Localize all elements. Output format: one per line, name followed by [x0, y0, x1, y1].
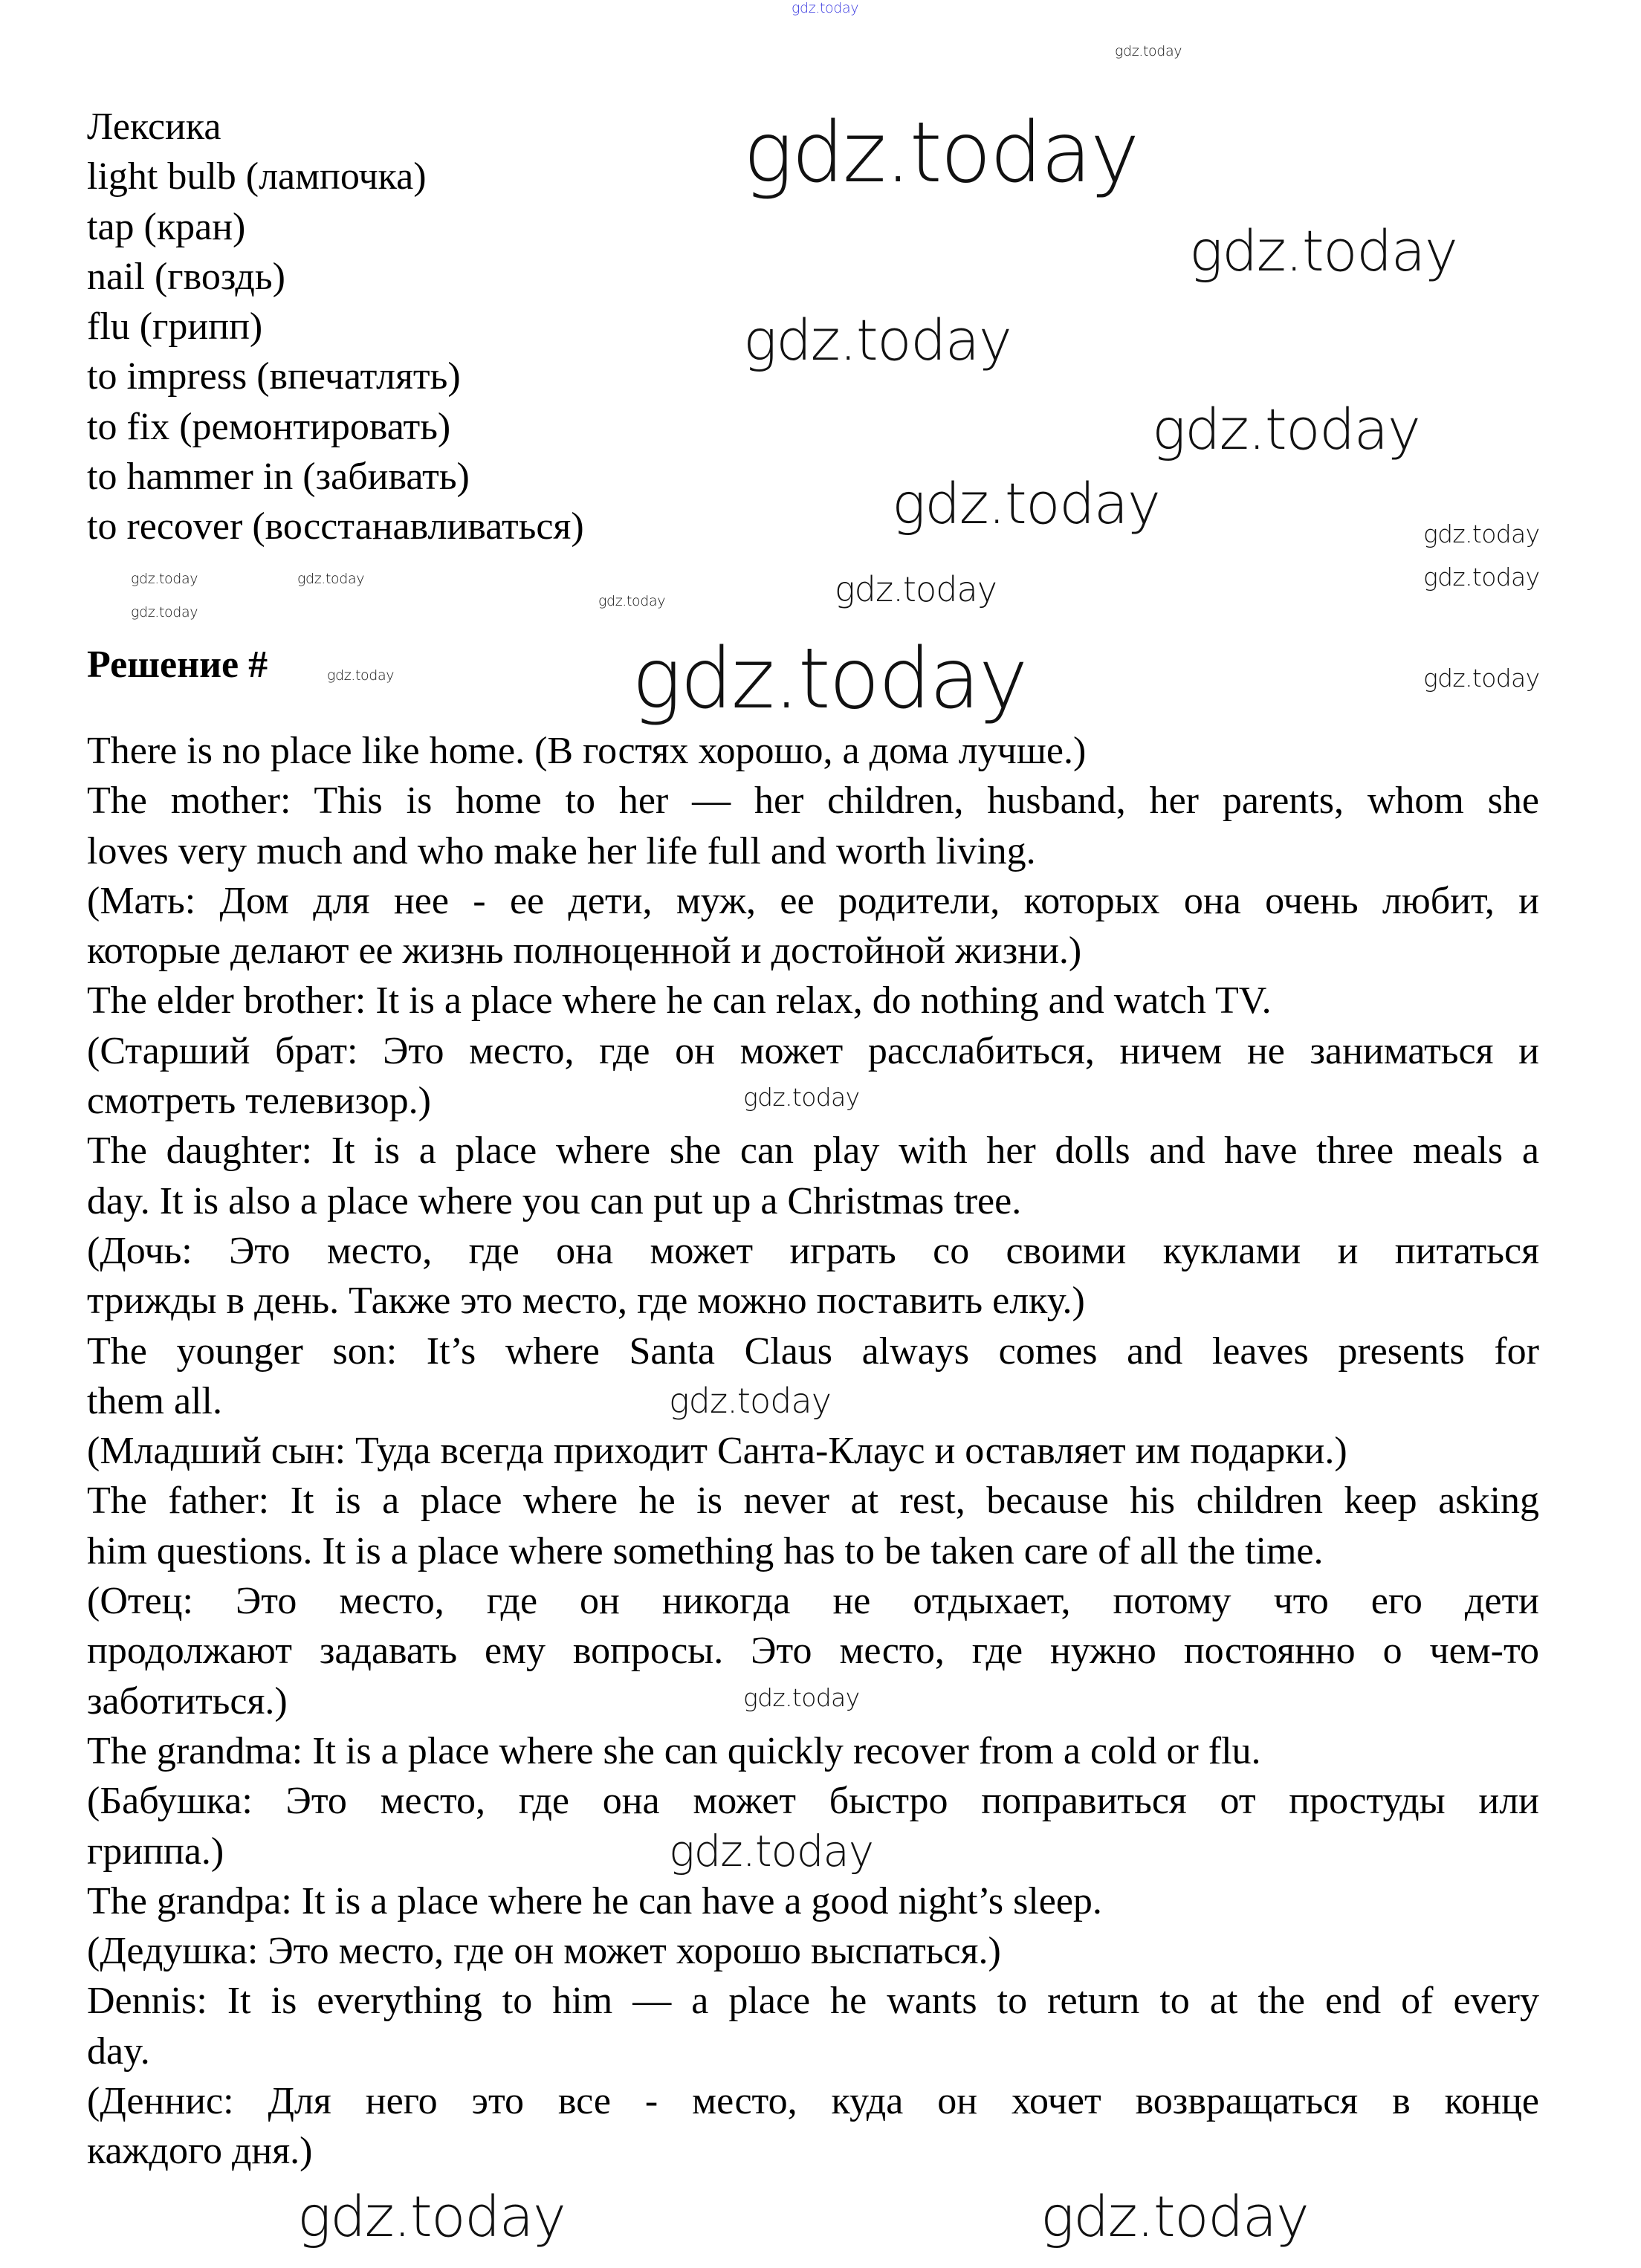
watermark: gdz.today: [1423, 519, 1540, 548]
solution-line: которые делают ее жизнь полноценной и достойной жизни.): [87, 930, 1082, 973]
solution-line: (Младший сын: Туда всегда приходит Санта-Клаус и оставляет им подарки.): [87, 1430, 1347, 1473]
watermark: gdz.today: [327, 667, 395, 684]
solution-line: day.: [87, 2029, 150, 2073]
vocabulary-item: to impress (впечатлять): [87, 355, 461, 398]
watermark: gdz.today: [598, 593, 666, 609]
vocabulary-item: nail (гвоздь): [87, 255, 285, 298]
solution-line: The father: It is a place where he is never at rest, because his children keep asking: [87, 1480, 1539, 1523]
vocabulary-item: to fix (ремонтировать): [87, 405, 451, 448]
solution-line: The grandpa: It is a place where he can have a good night’s sleep.: [87, 1879, 1102, 1922]
vocabulary-item: tap (кран): [87, 205, 246, 248]
solution-line: (Старший брат: Это место, где он может расслабиться, ничем не заниматься и: [87, 1029, 1539, 1072]
solution-line: (Бабушка: Это место, где она может быстро поправиться от простуды или: [87, 1780, 1539, 1823]
watermark: gdz.today: [1423, 563, 1540, 592]
watermark: gdz.today: [1189, 218, 1457, 284]
watermark: gdz.today: [131, 604, 198, 621]
vocabulary-item: light bulb (лампочка): [87, 155, 427, 198]
solution-line: заботиться.): [87, 1679, 288, 1723]
vocabulary-item: to hammer in (забивать): [87, 456, 470, 499]
solution-line: The elder brother: It is a place where he can relax, do nothing and watch TV.: [87, 979, 1272, 1023]
watermark: gdz.today: [632, 631, 1026, 728]
vocabulary-title: Лексика: [87, 106, 221, 148]
solution-line: трижды в день. Также это место, где можно поставить елку.): [87, 1280, 1085, 1323]
solution-line: продолжают задавать ему вопросы. Это место, где нужно постоянно о чем-то: [87, 1630, 1539, 1673]
solution-line: them all.: [87, 1379, 222, 1422]
solution-line: (Дедушка: Это место, где он может хорошо выспаться.): [87, 1930, 1001, 1973]
watermark: gdz.today: [1040, 2183, 1309, 2249]
watermark: gdz.today: [792, 0, 859, 16]
solution-line: (Деннис: Для него это все - место, куда он хочет возвращаться в конце: [87, 2080, 1539, 2123]
watermark: gdz.today: [297, 2183, 566, 2249]
solution-text: [87, 726, 1539, 2177]
vocabulary-item: to recover (восстанавливаться): [87, 505, 584, 548]
watermark: gdz.today: [669, 1381, 832, 1421]
solution-line: гриппа.): [87, 1830, 224, 1873]
watermark: gdz.today: [297, 571, 365, 587]
solution-line: loves very much and who make her life full and worth living.: [87, 829, 1036, 872]
solution-line: There is no place like home. (В гостях хорошо, а дома лучше.): [87, 730, 1087, 772]
solution-line: him questions. It is a place where something has to be taken care of all the time.: [87, 1529, 1324, 1572]
watermark: gdz.today: [1152, 396, 1420, 462]
watermark: gdz.today: [743, 1083, 860, 1112]
solution-line: (Дочь: Это место, где она может играть со своими куклами и питаться: [87, 1229, 1539, 1272]
solution-heading: Решение #: [87, 644, 268, 686]
solution-line: The grandma: It is a place where she can quickly recover from a cold or flu.: [87, 1729, 1261, 1772]
solution-line: The mother: This is home to her — her children, husband, her parents, whom she: [87, 780, 1539, 823]
solution-line: (Мать: Дом для нее - ее дети, муж, ее родители, которых она очень любит, и: [87, 879, 1539, 922]
watermark: gdz.today: [1423, 664, 1540, 693]
watermark: gdz.today: [892, 470, 1160, 537]
solution-line: day. It is also a place where you can put up a Christmas tree.: [87, 1179, 1022, 1222]
watermark: gdz.today: [743, 1683, 860, 1712]
solution-line: каждого дня.): [87, 2130, 313, 2173]
watermark: gdz.today: [1115, 43, 1182, 59]
watermark: gdz.today: [669, 1826, 873, 1876]
watermark: gdz.today: [743, 307, 1012, 373]
watermark: gdz.today: [743, 105, 1138, 201]
solution-line: Dennis: It is everything to him — a place he wants to return to at the end of every: [87, 1980, 1539, 2023]
solution-line: The daughter: It is a place where she can play with her dolls and have three meals a: [87, 1130, 1539, 1173]
watermark: gdz.today: [131, 571, 198, 587]
vocabulary-item: flu (грипп): [87, 305, 263, 349]
solution-line: смотреть телевизор.): [87, 1080, 431, 1123]
solution-line: The younger son: It’s where Santa Claus always comes and leaves presents for: [87, 1329, 1539, 1373]
watermark: gdz.today: [835, 569, 997, 609]
solution-line: (Отец: Это место, где он никогда не отдыхает, потому что его дети: [87, 1580, 1539, 1623]
